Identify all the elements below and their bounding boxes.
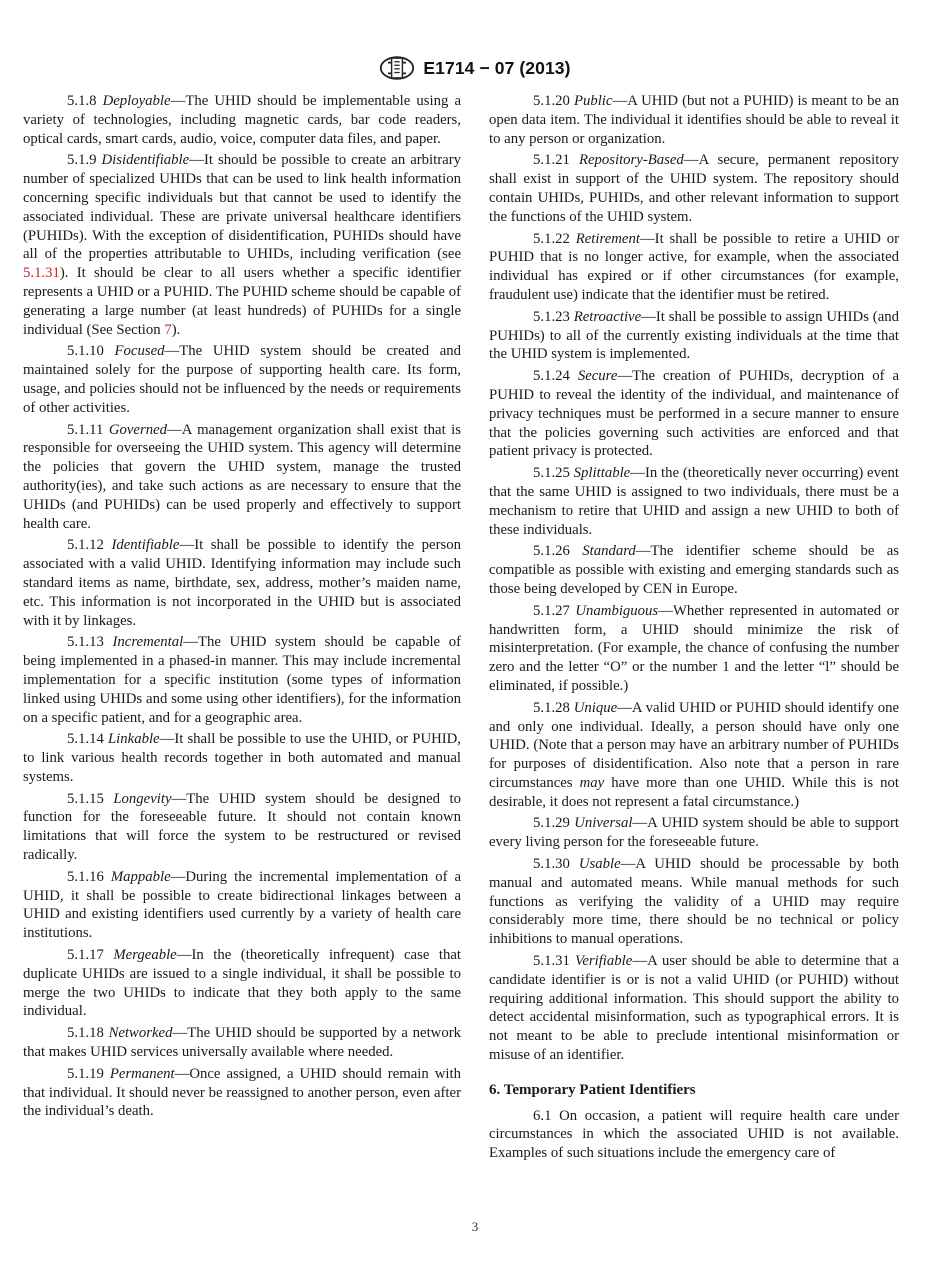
clause-term: Unambiguous [575, 602, 659, 619]
clause-number: 5.1.19 [67, 1065, 104, 1082]
clause-body: —The UHID system should be designed to function for the foreseeable future. It should not contain known limitations that will force the system to be restructured or revised radically. [23, 790, 462, 864]
page-header [0, 50, 950, 86]
clause-term: Retirement [575, 230, 640, 247]
clause-number: 5.1.12 [67, 537, 104, 554]
clause-number: 5.1.23 [533, 308, 570, 325]
clause-term: Identifiable [111, 537, 180, 554]
clause-5-1-10 [23, 342, 461, 417]
clause-5-1-15 [23, 790, 461, 865]
clause-body: —The creation of PUHIDs, decryption of a PUHID to reveal the identity of the individual, and maintenance of privacy techniques must be performed in a secure manner to ensure that the policies governing such activities are enforced and that patient privacy is protected. [489, 368, 899, 460]
standard-designation: E1714 − 07 (2013) [423, 57, 571, 78]
clause-number: 5.1.17 [67, 947, 104, 964]
clause-body: —A management organization shall exist that is responsible for overseeing the UHID system. This agency will determine the policies that govern the UHID system, manage the trusted authority(ies), and take such actions as are necessary to ensure that the UHIDs (and PUHIDs) can be used properly and effectively to support health care. [23, 421, 462, 532]
clause-5-1-23 [489, 308, 899, 364]
clause-5-1-27 [489, 602, 899, 696]
clause-body: —The UHID system should be created and maintained solely for the purpose of supporting health care. Its form, usage, and policies should not be influenced by the needs or requirements of other activities. [23, 343, 462, 416]
clause-number: 5.1.18 [67, 1025, 104, 1042]
clause-body: —It shall be possible to assign UHIDs (and PUHIDs) to all of the currently existing individuals at the time that the UHID system is implemented. [489, 308, 899, 363]
clause-number: 5.1.28 [533, 699, 570, 716]
clause-5-1-14 [23, 730, 461, 786]
clause-body: —In the (theoretically infrequent) case that duplicate UHIDs are issued to a single individual, it shall be possible to merge the two UHIDs to indicate that they both apply to the same individual. [23, 947, 461, 1020]
clause-number: 6.1 [533, 1107, 552, 1124]
clause-body: ). It should be clear to all users whether a specific identifier represents a UHID or a PUHID. The PUHID scheme should be capable of generating a large number (at least hundreds) of PUHIDs for a single individual (See Section [23, 265, 461, 338]
clause-body: ). [171, 321, 181, 338]
clause-term: Linkable [107, 731, 160, 748]
clause-term: Usable [578, 856, 621, 873]
clause-5-1-24 [489, 367, 899, 461]
clause-body: —A secure, permanent repository shall exist in support of the UHID system. The repository should contain UHIDs, PUHIDs, and other relevant information to support the functions of the UHID system. [489, 152, 899, 225]
page-number: 3 [471, 1219, 479, 1234]
emphasis-text: may [579, 774, 605, 791]
clause-5-1-26 [489, 542, 899, 598]
clause-number: 5.1.26 [533, 543, 570, 560]
clause-5-1-11 [23, 421, 461, 534]
clause-5-1-30 [489, 855, 899, 949]
clause-body: —A UHID (but not a PUHID) is meant to be an open data item. The individual it identifies should be able to reveal it to any person or organization. [489, 93, 899, 147]
clause-body: —It should be possible to create an arbitrary number of specialized UHIDs that can be used to link health information concerning specific individuals but that cannot be used to identify the associated individual. These are private universal healthcare identifiers (PUHIDs). With the exception of disidentification, PUHIDs should have all of the properties attributable to UHIDs, including verification (see [23, 152, 461, 263]
xref-link-5-1-31[interactable]: 5.1.31 [23, 265, 60, 282]
clause-term: Permanent [109, 1065, 175, 1082]
clause-body: —The UHID system should be capable of being implemented in a phased-in manner. This may include incremental implementation for a specific institution (some types of information linked using UHIDs and some using other identifiers), for the information on a specific patient, and for a geographic area. [23, 634, 462, 726]
clause-5-1-19 [23, 1065, 461, 1121]
clause-body: —A valid UHID or PUHID should identify one and only one individual. Ideally, a person should have only one UHID. (Note that a person may have an arbitrary number of PUHIDs for purposes of disidentification. Also note that a person in rare circumstances [489, 699, 899, 791]
right-column [489, 92, 899, 1166]
clause-term: Incremental [112, 634, 184, 651]
clause-number: 5.1.14 [67, 731, 104, 748]
clause-term: Universal [574, 815, 633, 832]
clause-term: Focused [114, 343, 165, 360]
clause-6-1 [489, 1107, 899, 1163]
clause-number: 5.1.11 [67, 421, 104, 438]
clause-body: —A UHID should be processable by both manual and automated means. While manual methods for such functions as verifying the validity of a UHID may require considerably more time, there should be no technical or policy inhibitions to manual operations. [489, 856, 899, 948]
clause-term: Verifiable [574, 953, 633, 970]
clause-body: —The identifier scheme should be as compatible as possible with existing and emerging standards such as those being developed by CEN in Europe. [489, 543, 899, 597]
clause-number: 5.1.9 [67, 152, 97, 169]
clause-number: 5.1.16 [67, 868, 104, 885]
clause-5-1-9 [23, 151, 461, 339]
clause-number: 5.1.27 [533, 602, 570, 619]
clause-term: Mergeable [113, 947, 177, 964]
clause-body: —The UHID should be supported by a network that makes UHID services universally available where needed. [23, 1025, 461, 1061]
clause-body: have more than one UHID. While this is not desirable, it does not represent a fatal circumstance.) [489, 774, 900, 810]
clause-term: Longevity [113, 790, 172, 807]
clause-body: —A UHID system should be able to support every living person for the foreseeable future. [489, 815, 899, 851]
clause-5-1-22 [489, 230, 899, 305]
clause-number: 5.1.24 [533, 368, 570, 385]
clause-number: 5.1.30 [533, 856, 570, 873]
left-column [23, 92, 461, 1124]
clause-number: 5.1.20 [533, 93, 570, 109]
clause-body: —It shall be possible to identify the person associated with a valid UHID. Identifying information may include such standard items as name, birthdate, sex, address, mother’s maiden name, etc. This information is not incorporated in the UHID but is associated with it by linkages. [23, 537, 461, 629]
clause-body: —Once assigned, a UHID should remain with that individual. It should never be reassigned to another person, even after the individual’s death. [23, 1065, 461, 1120]
clause-number: 5.1.10 [67, 343, 104, 360]
clause-term: Deployable [102, 93, 171, 109]
clause-body: —A user should be able to determine that a candidate identifier is or is not a valid UHID (or PUHID) without requiring additional information. This should support the ability to detect accidental misinformation, such as typographical errors. It is not meant to be able to preclude intentional misinformation or misuse of an identifier. [489, 953, 899, 1064]
clause-body: —It shall be possible to retire a UHID or PUHID that is no longer active, for example, when the associated individual has expired or if other circumstances (for example, fraudulent use) indicate that the identifier must be retired. [489, 230, 899, 303]
clause-term: Unique [573, 699, 618, 716]
clause-term: Standard [582, 543, 636, 560]
clause-number: 5.1.21 [533, 152, 570, 169]
clause-term: Retroactive [573, 308, 642, 325]
astm-logo-icon [379, 50, 415, 86]
clause-body: —During the incremental implementation of a UHID, it shall be possible to create bidirectional linkages between a UHID and existing identifiers used currently by a variety of health care institutions. [23, 868, 461, 942]
clause-term: Mappable [110, 868, 171, 885]
clause-5-1-12 [23, 536, 461, 630]
clause-number: 5.1.31 [533, 953, 570, 970]
clause-term: Networked [108, 1025, 173, 1042]
clause-number: 5.1.25 [533, 465, 570, 482]
clause-5-1-16 [23, 868, 461, 943]
clause-number: 5.1.8 [67, 93, 97, 109]
clause-body: —It shall be possible to use the UHID, or PUHID, to link various health records together in both automated and manual systems. [23, 731, 461, 785]
clause-body: —Whether represented in automated or handwritten form, a UHID should minimize the risk of misinterpretation. (For example, the chance of confusing the number zero and the letter “O” or the number 1 and the letter “l” should be eliminated, if possible.) [489, 602, 899, 694]
clause-5-1-20 [489, 92, 899, 148]
clause-term: Repository-Based [578, 152, 684, 169]
clause-body: On occasion, a patient will require health care under circumstances in which the associated UHID is not available. Examples of such situations include the emergency care of [489, 1107, 900, 1162]
section-6-title: 6. Temporary Patient Identifiers [489, 1081, 696, 1098]
clause-term: Governed [108, 421, 167, 438]
clause-5-1-28 [489, 699, 899, 812]
clause-5-1-13 [23, 633, 461, 727]
clause-term: Disidentifiable [101, 152, 190, 169]
clause-term: Public [573, 93, 613, 109]
clause-5-1-29 [489, 814, 899, 852]
clause-5-1-8 [23, 92, 461, 148]
clause-term: Secure [577, 368, 618, 385]
clause-term: Splittable [573, 465, 631, 482]
clause-number: 5.1.15 [67, 790, 104, 807]
clause-5-1-17 [23, 946, 461, 1021]
clause-5-1-25 [489, 464, 899, 539]
clause-5-1-31 [489, 952, 899, 1065]
clause-number: 5.1.13 [67, 634, 104, 651]
clause-body: —The UHID should be implementable using a variety of technologies, including magnetic cards, bar code readers, optical cards, smart cards, audio, voice, computer data files, and paper. [23, 93, 461, 147]
clause-number: 5.1.22 [533, 230, 570, 247]
clause-body: —In the (theoretically never occurring) event that the same UHID is assigned to two individuals, there must be a mechanism to retire that UHID and assign a new UHID to both of these individuals. [489, 465, 899, 538]
clause-5-1-21 [489, 151, 899, 226]
clause-number: 5.1.29 [533, 815, 570, 832]
xref-link-section-7[interactable]: 7 [164, 321, 172, 338]
clause-5-1-18 [23, 1024, 461, 1062]
